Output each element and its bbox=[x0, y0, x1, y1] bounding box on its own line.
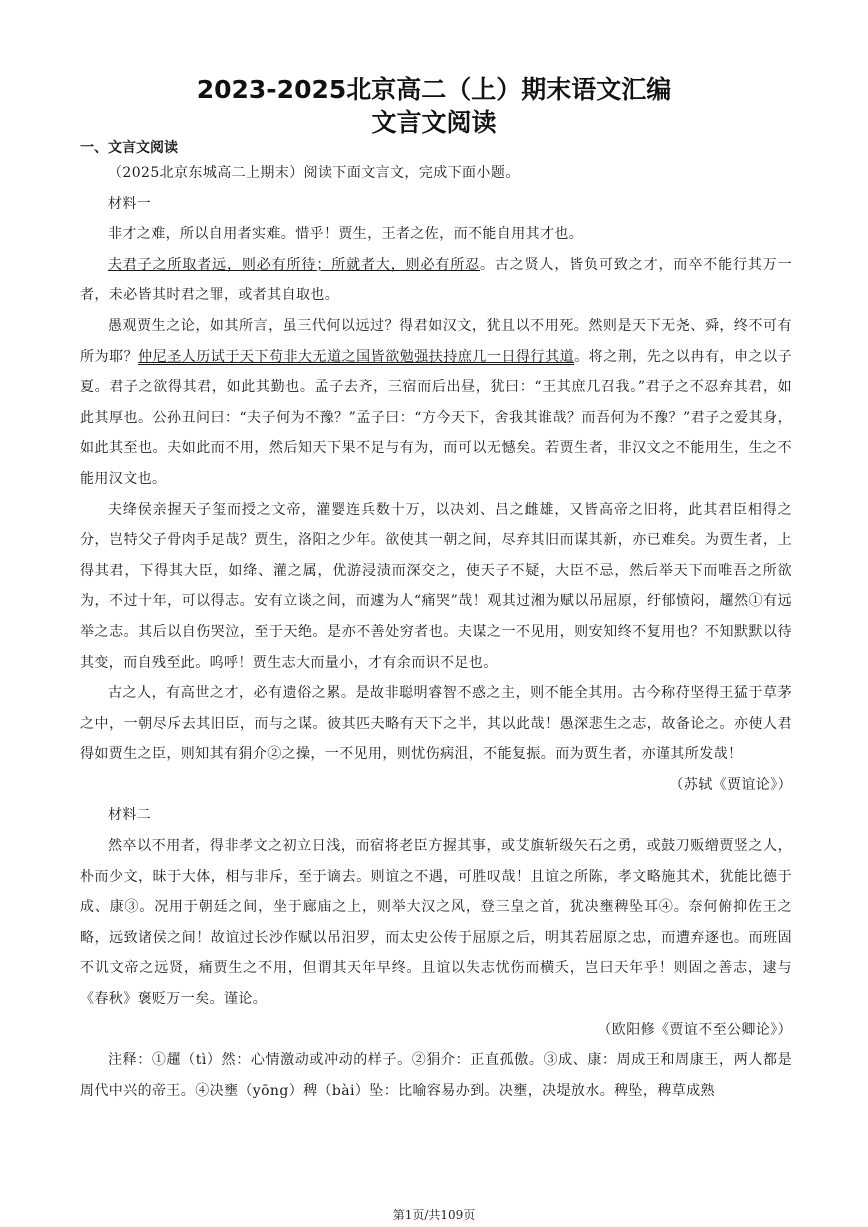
paragraph-text: 。将之荆，先之以冉有，申之以子夏。君子之欲得其君，如此其勤也。孟子去齐，三宿而后出昼，犹曰：“王其庶几召我。”君子之不忍弃其君，如此其厚也。公孙丑问曰：“夫子何为不豫？”孟子曰：“方今天下，舍我其谁哉？而吾何为不豫？”君子之爱其身，如此其至也。夫如此而不用，然后知天下果不足与有为，而可以无憾矣。若贾生者，非汉文之不能用生，生之不能用汉文也。 bbox=[80, 348, 793, 487]
material2-paragraph-1: 然卒以不用者，得非孝文之初立日浅，而宿将老臣方握其事，或艾旗斩级矢石之勇，或鼓刀贩缯贾竖之人，朴而少文，昧于大体，相与非斥，至于谪去。则谊之不遇，可胜叹哉！且谊之所陈，孝文略施其术，犹能比德于成、康③。况用于朝廷之间，坐于廊庙之上，则举大汉之风，登三皇之首，犹决壅稗坠耳④。奈何俯抑佐王之略，远致诸侯之间！故谊过长沙作赋以吊汨罗，而太史公传于屈原之后，明其若屈原之忠，而遭弃逐也。而班固不讥文帝之远贤，痛贾生之不用，但谓其天年早终。且谊以失志忧伤而横夭，岂曰天年乎！则固之善志，逮与《春秋》褒贬万一矣。谨论。 bbox=[80, 838, 792, 1008]
page-number: 第1页/共109页 bbox=[392, 1208, 476, 1222]
material1-paragraph-4: 夫绛侯亲握天子玺而授之文帝，灌婴连兵数十万，以决刘、吕之雌雄，又皆高帝之旧将，此其君臣相得之分，岂特父子骨肉手足哉？贾生，洛阳之少年。欲使其一朝之间，尽弃其旧而谋其新，亦已难矣。为贾生者，上得其君，下得其大臣，如绛、灌之属，优游浸渍而深交之，使天子不疑，大臣不忌，然后举天下而唯吾之所欲为，不过十年，可以得志。安有立谈之间，而遽为人“痛哭”哉！观其过湘为赋以吊屈原，纡郁愤闷，趯然①有远举之志。其后以自伤哭泣，至于天绝。是亦不善处穷者也。夫谋之一不见用，则安知终不复用也？不知默默以待其变，而自残至此。呜呼！贾生志大而量小，才有余而识不足也。 bbox=[80, 501, 792, 671]
material1-source: （苏轼《贾谊论》） bbox=[669, 776, 792, 793]
material1-paragraph-5: 古之人，有高世之才，必有遗俗之累。是故非聪明睿智不惑之主，则不能全其用。古今称苻坚得王猛于草茅之中，一朝尽斥去其旧臣，而与之谋。彼其匹夫略有天下之半，其以此哉！愚深悲生之志，故备论之。亦使人君得如贾生之臣，则知其有狷介②之操，一不见用，则忧伤病沮，不能复振。而为贾生者，亦谨其所发哉！ bbox=[80, 685, 792, 763]
document-body bbox=[80, 158, 792, 1106]
material1-paragraph-1: 非才之难，所以自用者实难。惜乎！贾生，王者之佐，而不能自用其才也。 bbox=[108, 226, 584, 243]
document-subtitle: 文言文阅读 bbox=[371, 108, 497, 137]
material1-paragraph-2 bbox=[80, 250, 792, 311]
document-title: 2023-2025北京高二（上）期末语文汇编 bbox=[196, 75, 672, 104]
material1-paragraph-3 bbox=[80, 311, 792, 495]
material1-label: 材料一 bbox=[108, 195, 152, 212]
punctuation-question-sentence: 仲尼圣人历试于天下苟非大无道之国皆欲勉强扶持庶几一日得行其道 bbox=[138, 348, 575, 365]
underlined-sentence: 夫君子之所取者远，则必有所待；所就者大，则必有所忍 bbox=[108, 256, 480, 273]
material2-source: （欧阳修《贾谊不至公卿论》） bbox=[597, 1021, 792, 1038]
intro-paragraph: （2025北京东城高二上期末）阅读下面文言文，完成下面小题。 bbox=[108, 165, 520, 181]
material2-label: 材料二 bbox=[108, 807, 152, 824]
notes-paragraph: 注释：①趯（tì）然：心情激动或冲动的样子。②狷介：正直孤傲。③成、康：周成王和周康王，两人都是周代中兴的帝王。④决壅（yōng）稗（bài）坠：比喻容易办到。决壅，决堤放水。稗坠，稗草成熟 bbox=[80, 1052, 792, 1099]
section-heading: 一、文言文阅读 bbox=[80, 140, 178, 156]
paragraph-text: 。古之贤人，皆负可致之才，而卒不能行其万一者，未必皆其时君之罪，或者其自取也。 bbox=[80, 256, 792, 304]
paragraph-text: 愚观贾生之论，如其所言，虽三代何以远过？得君如汉文，犹且以不用死。然则是天下无尧、舜，终不可有所为耶？ bbox=[80, 317, 792, 365]
